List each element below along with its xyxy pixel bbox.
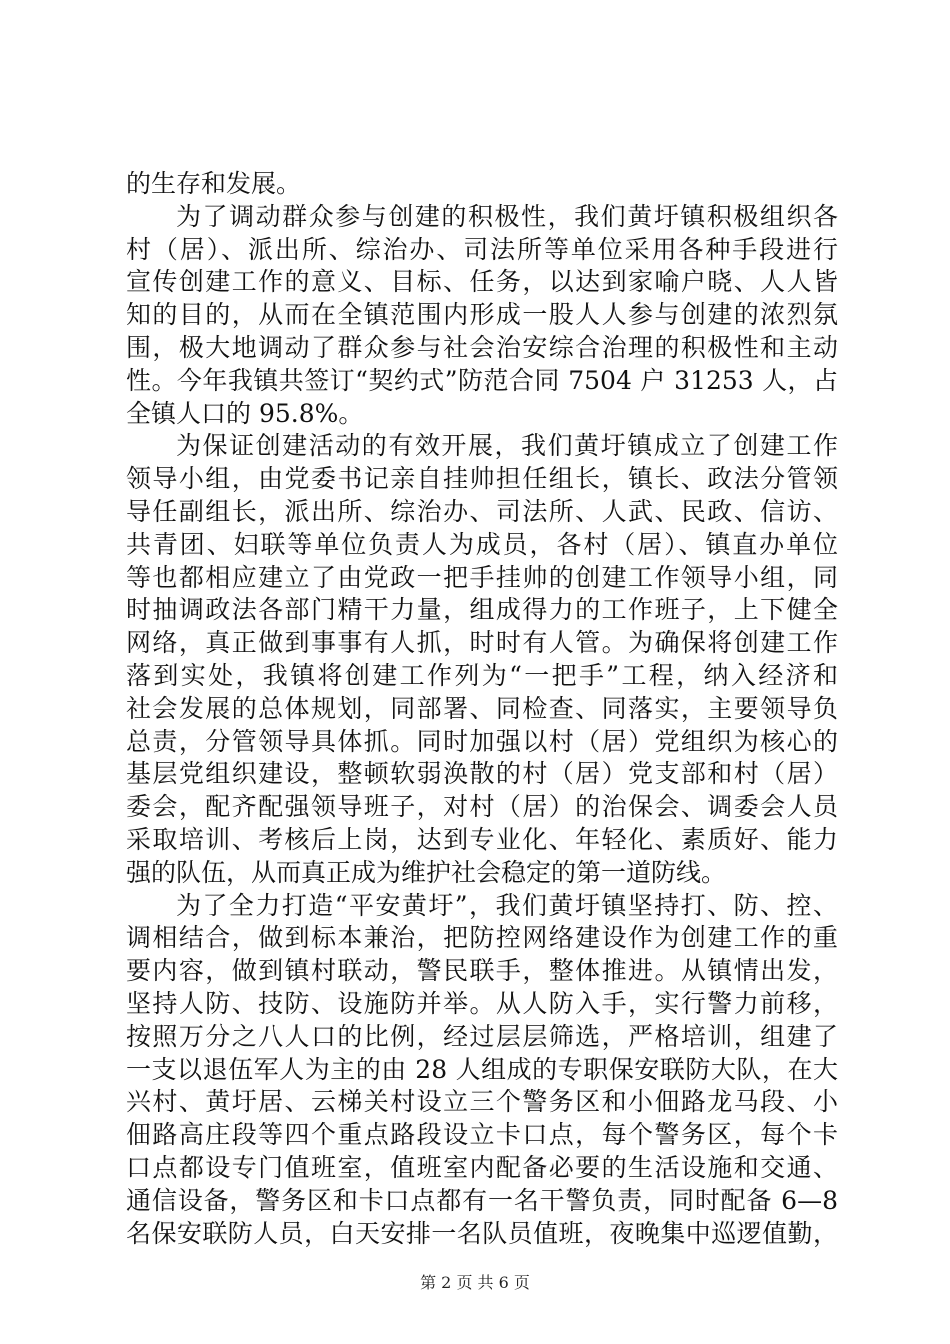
- text-line: 社会发展的总体规划，同部署、同检查、同落实，主要领导负: [126, 693, 838, 723]
- text-line: 网络，真正做到事事有人抓，时时有人管。为确保将创建工作: [126, 628, 838, 658]
- text-line: 兴村、黄圩居、云梯关村设立三个警务区和小佃路龙马段、小: [126, 1087, 838, 1117]
- text-line: 口点都设专门值班室，值班室内配备必要的生活设施和交通、: [126, 1152, 838, 1182]
- text-line: 坚持人防、技防、设施防并举。从人防入手，实行警力前移，: [126, 988, 838, 1018]
- document-body: [126, 168, 838, 1250]
- text-line: 村（居）、派出所、综治办、司法所等单位采用各种手段进行: [126, 234, 838, 264]
- text-line: 全镇人口的 95.8%。: [126, 398, 364, 428]
- text-line: 要内容，做到镇村联动，警民联手，整体推进。从镇情出发，: [126, 956, 838, 986]
- text-line: 名保安联防人员，白天安排一名队员值班，夜晚集中巡逻值勤，: [126, 1218, 838, 1248]
- text-line: 通信设备，警务区和卡口点都有一名干警负责，同时配备 6—8: [126, 1185, 838, 1215]
- text-line: 按照万分之八人口的比例，经过层层筛选，严格培训，组建了: [126, 1021, 838, 1051]
- text-line: 为了全力打造“平安黄圩”，我们黄圩镇坚持打、防、控、: [176, 890, 838, 920]
- text-line: 一支以退伍军人为主的由 28 人组成的专职保安联防大队，在大: [126, 1054, 838, 1084]
- text-line: 性。今年我镇共签订“契约式”防范合同 7504 户 31253 人，占: [126, 365, 838, 395]
- page-footer: 第 2 页 共 6 页: [420, 1273, 530, 1292]
- text-line: 为保证创建活动的有效开展，我们黄圩镇成立了创建工作: [176, 431, 838, 461]
- text-line: 总责，分管领导具体抓。同时加强以村（居）党组织为核心的: [126, 726, 838, 756]
- text-line: 宣传创建工作的意义、目标、任务，以达到家喻户晓、人人皆: [126, 267, 838, 297]
- text-line: 围，极大地调动了群众参与社会治安综合治理的积极性和主动: [126, 332, 838, 362]
- text-line: 等也都相应建立了由党政一把手挂帅的创建工作领导小组，同: [126, 562, 838, 592]
- text-line: 落到实处，我镇将创建工作列为“一把手”工程，纳入经济和: [126, 660, 838, 690]
- text-line: 导任副组长，派出所、综治办、司法所、人武、民政、信访、: [126, 496, 838, 526]
- text-line: 为了调动群众参与创建的积极性，我们黄圩镇积极组织各: [176, 201, 838, 231]
- text-line: 共青团、妇联等单位负责人为成员，各村（居）、镇直办单位: [126, 529, 838, 559]
- text-line: 的生存和发展。: [126, 169, 302, 198]
- text-line: 知的目的，从而在全镇范围内形成一股人人参与创建的浓烈氛: [126, 300, 838, 330]
- text-line: 佃路高庄段等四个重点路段设立卡口点，每个警务区，每个卡: [126, 1120, 838, 1150]
- text-line: 基层党组织建设，整顿软弱涣散的村（居）党支部和村（居）: [126, 759, 838, 789]
- text-line: 调相结合，做到标本兼治，把防控网络建设作为创建工作的重: [126, 923, 838, 953]
- text-line: 时抽调政法各部门精干力量，组成得力的工作班子，上下健全: [126, 595, 838, 625]
- text-line: 强的队伍，从而真正成为维护社会稳定的第一道防线。: [126, 857, 727, 887]
- text-line: 领导小组，由党委书记亲自挂帅担任组长，镇长、政法分管领: [126, 464, 838, 494]
- text-line: 委会，配齐配强领导班子，对村（居）的治保会、调委会人员: [126, 792, 838, 822]
- text-line: 采取培训、考核后上岗，达到专业化、年轻化、素质好、能力: [126, 824, 838, 854]
